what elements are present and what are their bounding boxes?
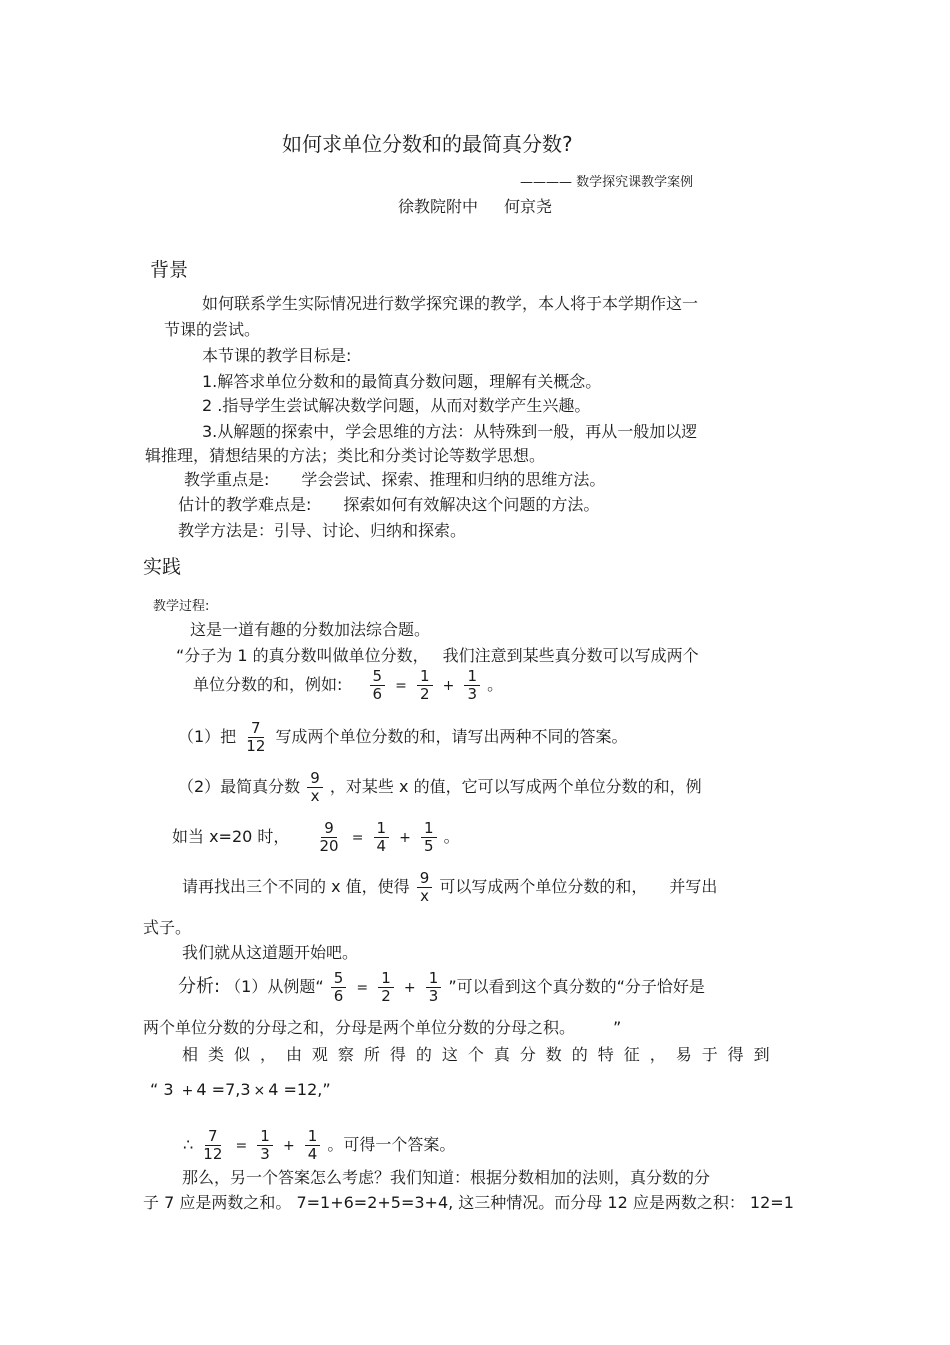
similarity-char: 分	[519, 1045, 536, 1064]
goals-intro: 本节课的教学目标是:	[202, 346, 352, 365]
question-1-prefix: （1）把	[178, 727, 237, 746]
last-paragraph-line-2: 子 7 应是两数之和。 7=1+6=2+5=3+4, 这三种情况。而分母 12 应是两数之积： 12=1	[143, 1193, 794, 1212]
find-line	[182, 870, 717, 905]
similarity-char: 观	[311, 1045, 328, 1064]
find-prefix: 请再找出三个不同的 x 值，使得	[182, 877, 410, 896]
analysis-prefix: （1）从例题“	[225, 977, 324, 996]
analysis-text: ”可以看到这个真分数的“分子恰好是	[448, 977, 705, 996]
quote-part-a: “分子为 1 的真分数叫做单位分数，	[176, 646, 429, 665]
denominator: 3	[467, 685, 477, 703]
numerator: 1	[421, 820, 437, 838]
question-2-text: ，对某些 x 的值，它可以写成两个单位分数的和，例	[329, 777, 702, 796]
similarity-char: 由	[285, 1045, 302, 1064]
fraction-5-6	[331, 970, 347, 1005]
similarity-char: 类	[207, 1045, 224, 1064]
denominator: x	[310, 787, 320, 805]
numerator: 7	[248, 720, 264, 738]
example-2-line	[172, 820, 460, 855]
similarity-char: 个	[467, 1045, 484, 1064]
therefore-sign: ∴	[183, 1135, 194, 1154]
bg-paragraph-line-2: 节课的尝试。	[164, 320, 261, 339]
calculation-line	[150, 1080, 331, 1101]
difficulty-label: 估计的教学难点是:	[178, 495, 312, 514]
fraction-9-20	[317, 820, 342, 855]
question-2-prefix: （2）最简真分数	[178, 777, 301, 796]
plus-sign: +	[442, 678, 455, 694]
goal-1: 1.解答求单位分数和的最简真分数问题，理解有关概念。	[202, 372, 602, 391]
plus-sign: +	[181, 1083, 194, 1099]
question-1-text: 写成两个单位分数的和，请写出两种不同的答案。	[275, 727, 628, 746]
author-school: 徐教院附中	[398, 197, 479, 216]
similarity-char: 特	[597, 1045, 614, 1064]
goal-3-line-1: 3.从解题的探索中，学会思维的方法：从特殊到一般，再从一般加以逻	[202, 422, 698, 441]
fraction-1-3	[426, 970, 442, 1005]
numerator: 5	[331, 970, 347, 988]
fraction-1-2	[378, 970, 394, 1005]
fraction-1-3	[257, 1128, 273, 1163]
find-end: 并写出	[669, 877, 718, 896]
find-line-2: 式子。	[143, 918, 192, 937]
similarity-char: 得	[389, 1045, 406, 1064]
similarity-char: 这	[441, 1045, 458, 1064]
answer-line	[183, 1128, 455, 1163]
denominator: x	[420, 887, 429, 905]
times-sign: ×	[253, 1083, 266, 1099]
question-2	[178, 770, 702, 805]
similarity-char: 所	[363, 1045, 380, 1064]
fraction-9-x	[307, 770, 323, 805]
key-point-text: 学会尝试、探索、推理和归纳的思维方法。	[301, 470, 606, 489]
similarity-char: 于	[701, 1045, 718, 1064]
similarity-char: 察	[337, 1045, 354, 1064]
denominator: 5	[424, 837, 434, 855]
similarity-char: 真	[493, 1045, 510, 1064]
numerator: 9	[417, 870, 433, 888]
calc-part-b: 4 =7,3	[196, 1080, 251, 1099]
example-2-label: 如当 x=20 时，	[172, 827, 290, 846]
fraction-7-12	[243, 720, 268, 755]
closing-quote: ”	[613, 1018, 622, 1037]
denominator: 12	[203, 1145, 223, 1163]
equals-sign: =	[351, 830, 364, 846]
answer-text: 。可得一个答案。	[327, 1135, 456, 1154]
numerator: 1	[464, 668, 480, 686]
numerator: 1	[374, 820, 390, 838]
denominator: 4	[376, 837, 387, 855]
goal-3-line-2: 辑推理，猜想结果的方法；类比和分类讨论等数学思想。	[145, 446, 546, 465]
calc-part-c: 4 =12,”	[268, 1080, 331, 1099]
fraction-9-x	[417, 870, 433, 905]
quote-part-b: 我们注意到某些真分数可以写成两个	[442, 646, 699, 665]
difficulty-text: 探索如何有效解决这个问题的方法。	[343, 495, 600, 514]
similarity-char: ，	[259, 1045, 276, 1064]
similarity-char: 相	[182, 1045, 199, 1064]
fraction-1-4	[374, 820, 390, 855]
equals-sign: =	[356, 980, 369, 996]
numerator: 1	[305, 1128, 321, 1146]
denominator: 2	[381, 987, 391, 1005]
similarity-char: 的	[415, 1045, 432, 1064]
denominator: 4	[307, 1145, 318, 1163]
denominator: 3	[428, 987, 439, 1005]
bg-paragraph-line-1: 如何联系学生实际情况进行数学探究课的教学，本人将于本学期作这一	[202, 294, 699, 313]
teaching-process-label: 教学过程:	[153, 599, 210, 614]
numerator: 1	[426, 970, 442, 988]
denominator: 20	[319, 837, 339, 855]
problem-quote-line-1	[176, 646, 699, 666]
similarity-char: 似	[233, 1045, 250, 1064]
fraction-1-5	[421, 820, 437, 855]
numerator: 9	[321, 820, 337, 838]
example-label: 单位分数的和，例如:	[193, 675, 343, 694]
fraction-1-3	[464, 668, 480, 703]
key-point-label: 教学重点是:	[184, 470, 270, 489]
section-heading-background: 背景	[150, 259, 189, 281]
similarity-char: 数	[545, 1045, 562, 1064]
similarity-line	[182, 1045, 770, 1065]
similarity-char: ，	[649, 1045, 666, 1064]
denominator: 12	[246, 737, 266, 755]
denominator: 3	[260, 1145, 270, 1163]
period: 。	[487, 675, 504, 694]
analysis-line-2	[143, 1018, 621, 1038]
analysis-label: 分析:	[178, 976, 221, 997]
teaching-method: 教学方法是：引导、讨论、归纳和探索。	[178, 521, 467, 540]
plus-sign: +	[399, 830, 411, 846]
fraction-5-6	[370, 668, 386, 703]
denominator: 6	[372, 685, 383, 703]
equals-sign: =	[235, 1138, 248, 1154]
denominator: 6	[333, 987, 344, 1005]
subtitle: ———— 数学探究课教学案例	[520, 175, 694, 190]
page-title: 如何求单位分数和的最简真分数?	[282, 132, 573, 156]
numerator: 1	[417, 668, 433, 686]
section-heading-practice: 实践	[143, 556, 182, 578]
numerator: 9	[307, 770, 323, 788]
equals-sign: =	[395, 678, 407, 694]
period: 。	[443, 827, 460, 846]
similarity-char: 的	[571, 1045, 588, 1064]
example-line	[193, 668, 503, 703]
fraction-1-2	[417, 668, 433, 703]
key-point	[184, 470, 605, 490]
numerator: 7	[205, 1128, 221, 1146]
plus-sign: +	[282, 1138, 295, 1154]
question-1	[178, 720, 627, 755]
numerator: 1	[378, 970, 394, 988]
numerator: 5	[370, 668, 386, 686]
similarity-char: 征	[623, 1045, 640, 1064]
similarity-char: 得	[727, 1045, 744, 1064]
difficulty	[178, 495, 599, 515]
similarity-char: 易	[675, 1045, 692, 1064]
author-name: 何京尧	[504, 197, 553, 216]
find-text: 可以写成两个单位分数的和，	[439, 877, 648, 896]
analysis-line	[178, 970, 705, 1005]
last-paragraph-line-1: 那么，另一个答案怎么考虑？我们知道：根据分数相加的法则，真分数的分	[182, 1168, 711, 1187]
analysis-line-2-text: 两个单位分数的分母之和，分母是两个单位分数的分母之积。	[143, 1018, 576, 1037]
fraction-1-4	[305, 1128, 321, 1163]
numerator: 1	[257, 1128, 273, 1146]
similarity-char: 到	[753, 1045, 770, 1064]
fraction-7-12	[200, 1128, 225, 1163]
start-text: 我们就从这道题开始吧。	[182, 943, 359, 962]
problem-intro: 这是一道有趣的分数加法综合题。	[190, 620, 431, 639]
author-line	[398, 197, 552, 217]
calc-part-a: “ 3	[150, 1080, 174, 1099]
plus-sign: +	[403, 980, 416, 996]
denominator: 2	[419, 685, 430, 703]
goal-2: 2 .指导学生尝试解决数学问题，从而对数学产生兴趣。	[202, 396, 591, 415]
